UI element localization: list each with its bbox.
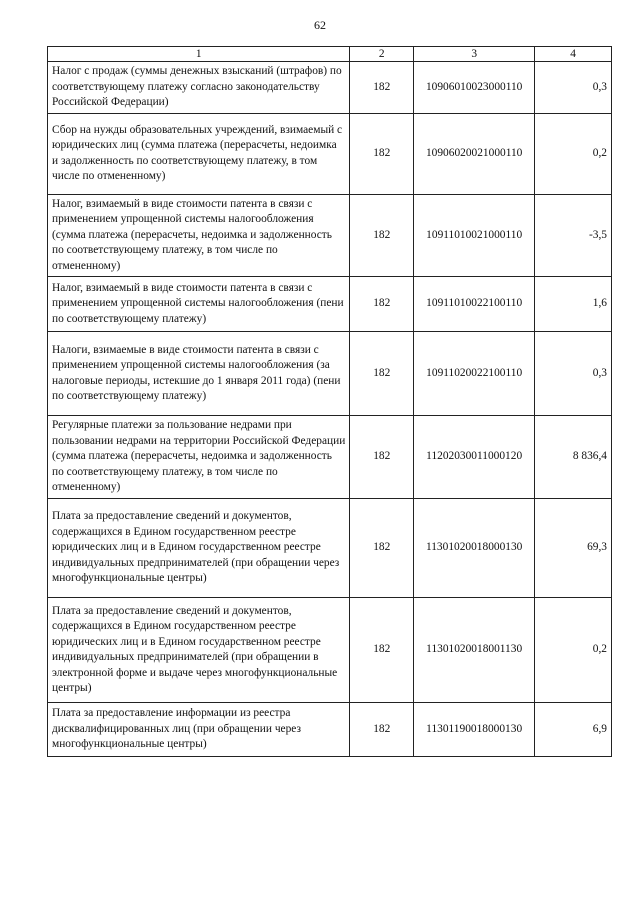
revenue-name-cell: Налоги, взимаемые в виде стоимости патента в связи с применением упрощенной системы налогообложения (за налоговые периоды, истекшие до 1 января 2011 года) (пени по соответствующему платежу)	[48, 332, 350, 416]
page-number: 62	[314, 18, 326, 32]
amount-cell: 6,9	[535, 703, 612, 757]
revenue-name-cell: Плата за предоставление информации из реестра дисквалифицированных лиц (при обращении через многофункциональные центры)	[48, 703, 350, 757]
amount-cell: 0,2	[535, 113, 612, 194]
admin-code-cell: 182	[350, 416, 414, 499]
amount-cell: 69,3	[535, 499, 612, 598]
table-header-row	[48, 47, 612, 62]
budget-code-cell: 10906010023000110	[414, 62, 535, 114]
admin-code-cell: 182	[350, 277, 414, 332]
amount-cell: 0,3	[535, 332, 612, 416]
revenue-name-cell: Регулярные платежи за пользование недрами при пользовании недрами на территории Российской Федерации (сумма платежа (перерасчеты, недоимка и задолженность по соответствующему платежу, в том числе по отмененному)	[48, 416, 350, 499]
amount-cell: 1,6	[535, 277, 612, 332]
table-row	[48, 499, 612, 598]
table-row	[48, 113, 612, 194]
budget-code-cell: 10911010021000110	[414, 194, 535, 277]
admin-code-cell: 182	[350, 62, 414, 114]
budget-code-cell: 10911010022100110	[414, 277, 535, 332]
revenue-name-cell: Плата за предоставление сведений и документов, содержащихся в Едином государственном реестре юридических лиц и в Едином государственном реестре индивидуальных предпринимателей (при обращении через многофункциональные центры)	[48, 499, 350, 598]
budget-code-cell: 11202030011000120	[414, 416, 535, 499]
column-header-3: 3	[414, 47, 535, 62]
table-row	[48, 62, 612, 114]
admin-code-cell: 182	[350, 598, 414, 703]
table-row	[48, 277, 612, 332]
revenue-name-cell: Налог с продаж (суммы денежных взысканий (штрафов) по соответствующему платежу согласно законодательству Российской Федерации)	[48, 62, 350, 114]
budget-code-cell: 10911020022100110	[414, 332, 535, 416]
amount-cell: -3,5	[535, 194, 612, 277]
admin-code-cell: 182	[350, 194, 414, 277]
table-row	[48, 194, 612, 277]
admin-code-cell: 182	[350, 113, 414, 194]
budget-code-cell: 11301190018000130	[414, 703, 535, 757]
amount-cell: 8 836,4	[535, 416, 612, 499]
amount-cell: 0,3	[535, 62, 612, 114]
table-row	[48, 598, 612, 703]
table-row	[48, 416, 612, 499]
revenue-name-cell: Налог, взимаемый в виде стоимости патента в связи с применением упрощенной системы налогообложения (пени по соответствующему платежу)	[48, 277, 350, 332]
budget-code-cell: 11301020018000130	[414, 499, 535, 598]
amount-cell: 0,2	[535, 598, 612, 703]
revenue-name-cell: Плата за предоставление сведений и документов, содержащихся в Едином государственном реестре юридических лиц и в Едином государственном реестре индивидуальных предпринимателей (при обращении в электронной форме и выдаче через многофункциональные центры)	[48, 598, 350, 703]
table-row	[48, 332, 612, 416]
budget-code-cell: 11301020018001130	[414, 598, 535, 703]
table-row	[48, 703, 612, 757]
revenue-name-cell: Налог, взимаемый в виде стоимости патента в связи с применением упрощенной системы налогообложения (сумма платежа (перерасчеты, недоимка и задолженность по соответствующему платежу, в том числе по отмененному)	[48, 194, 350, 277]
admin-code-cell: 182	[350, 332, 414, 416]
budget-code-cell: 10906020021000110	[414, 113, 535, 194]
admin-code-cell: 182	[350, 499, 414, 598]
admin-code-cell: 182	[350, 703, 414, 757]
revenue-table	[47, 46, 612, 757]
column-header-1: 1	[48, 47, 350, 62]
column-header-4: 4	[535, 47, 612, 62]
column-header-2: 2	[350, 47, 414, 62]
revenue-name-cell: Сбор на нужды образовательных учреждений, взимаемый с юридических лиц (сумма платежа (перерасчеты, недоимка и задолженность по соответствующему платежу, в том числе по отмененному)	[48, 113, 350, 194]
